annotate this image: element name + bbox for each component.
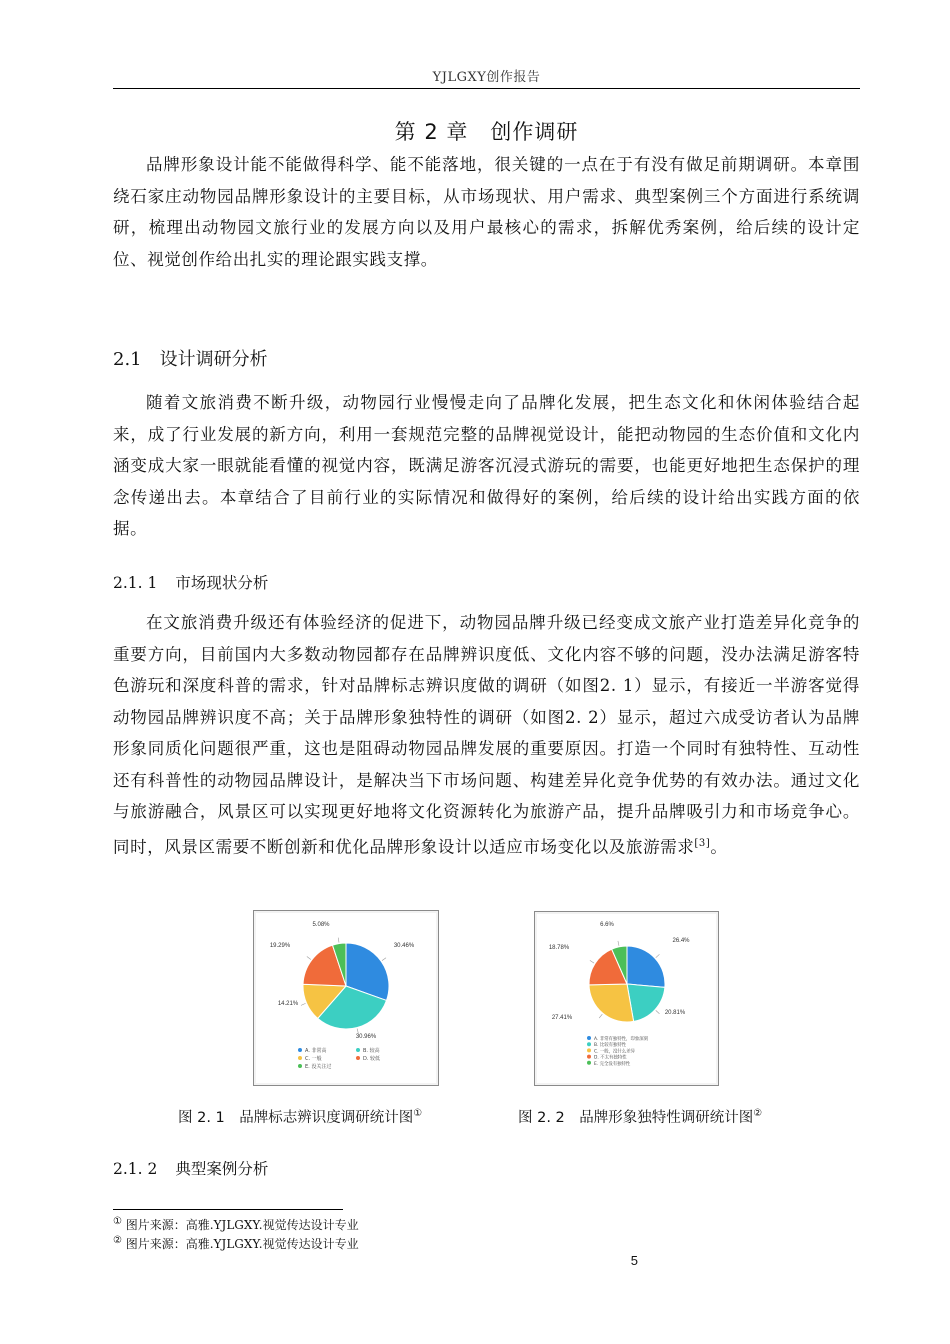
pie-slice <box>627 946 665 987</box>
footnote-rule <box>113 1209 343 1210</box>
pie-chart-brand-recognition <box>254 911 438 1085</box>
section-number: 2.1. 1 <box>113 574 158 592</box>
section-title: 市场现状分析 <box>175 574 269 592</box>
footnote-2 <box>113 1235 359 1252</box>
legend-label: B. 较高 <box>363 1048 380 1054</box>
footnote-ref: ① <box>413 1108 423 1120</box>
pie-value-label: 27.41% <box>551 1015 573 1021</box>
legend-label: D. 较低 <box>363 1056 381 1062</box>
pie-value-label: 18.78% <box>548 945 570 951</box>
footnote-text: 图片来源：高雅.YJLGXY.视觉传达设计专业 <box>121 1237 359 1251</box>
legend-swatch <box>587 1036 591 1040</box>
pie-value-label: 6.6% <box>600 922 614 928</box>
legend-label: C. 一般，没什么差异 <box>594 1049 635 1055</box>
leader-line <box>590 960 594 963</box>
leader-line <box>599 1014 602 1018</box>
paragraph-end: 。 <box>710 837 728 856</box>
footnote-mark: ① <box>113 1216 122 1227</box>
section-title: 设计调研分析 <box>159 349 268 370</box>
figure-2-2 <box>534 911 719 1086</box>
footnote-ref: ② <box>753 1108 763 1120</box>
section-number: 2.1. 2 <box>113 1160 158 1178</box>
section-number: 2.1 <box>113 349 142 370</box>
pie-value-label: 30.46% <box>393 943 415 949</box>
figure-2-1-caption <box>178 1106 422 1127</box>
leader-line <box>307 957 311 960</box>
legend-label: D. 不太有独特性 <box>594 1055 627 1061</box>
legend-swatch <box>356 1056 360 1060</box>
footnote-text: 图片来源：高雅.YJLGXY.视觉传达设计专业 <box>121 1218 359 1232</box>
legend-swatch <box>587 1055 591 1059</box>
leader-line <box>357 1029 358 1034</box>
legend-label: B. 比较有独特性 <box>594 1043 627 1049</box>
figure-2-1 <box>253 910 439 1086</box>
legend-swatch <box>298 1056 302 1060</box>
legend-label: E. 完全没有独特性 <box>594 1061 631 1067</box>
legend-swatch <box>587 1042 591 1046</box>
legend-label: C. 一般 <box>305 1056 322 1062</box>
pie-value-label: 26.4% <box>672 938 690 944</box>
caption-text: 图 2. 1 品牌标志辨识度调研统计图 <box>178 1110 414 1126</box>
legend-label: A. 非常高 <box>305 1048 327 1054</box>
section-2-1-2-heading <box>113 1157 268 1179</box>
pie-chart-brand-uniqueness <box>535 912 718 1085</box>
header-rule <box>113 88 860 89</box>
page-number: 5 <box>630 1253 638 1268</box>
footnote-mark: ② <box>113 1235 122 1246</box>
section-2-1-1-paragraph <box>113 607 860 863</box>
caption-text: 图 2. 2 品牌形象独特性调研统计图 <box>518 1110 754 1126</box>
section-2-1-heading <box>113 345 268 371</box>
leader-line <box>618 941 619 946</box>
legend-label: A. 非常有独特性，印象深刻 <box>594 1037 649 1042</box>
pie-value-label: 20.81% <box>664 1010 686 1016</box>
pie-value-label: 30.96% <box>355 1034 377 1040</box>
chapter-title: 第 2 章 创作调研 <box>394 120 579 144</box>
leader-line <box>656 954 660 957</box>
section-2-1-paragraph: 随着文旅消费不断升级，动物园行业慢慢走向了品牌化发展，把生态文化和休闲体验结合起来，成了行业发展的新方向，利用一套规范完整的品牌视觉设计，能把动物园的生态价值和文化内涵变成大家一眼就能看懂的视觉内容，既满足游客沉浸式游玩的需要，也能更好地把生态保护的理念传递出去。本章结合了目前行业的实际情况和做得好的案例，给后续的设计给出实践方面的依据。 <box>113 393 860 538</box>
paragraph-text: 在文旅消费升级还有体验经济的促进下，动物园品牌升级已经变成文旅产业打造差异化竞争的重要方向，目前国内大多数动物园都存在品牌辨识度低、文化内容不够的问题，没办法满足游客特色游玩和深度科普的需求，针对品牌标志辨识度做的调研（如图2. 1）显示，有接近一半游客觉得动物园品牌辨识度不高；关于品牌形象独特性的调研（如图2. 2）显示，超过六成受访者认为品牌形象同质化问题很严重，这也是阻碍动物园品牌发展的重要原因。打造一个同时有独特性、互动性还有科普性的动物园品牌设计，是解决当下市场问题、构建差异化竞争优势的有效办法。通过文化与旅游融合，风景区可以实现更好地将文化资源转化为旅游产品，提升品牌吸引力和市场竞争心。同时，风景区需要不断创新和优化品牌形象设计以适应市场变化以及旅游需求 <box>113 613 860 856</box>
pie-value-label: 14.21% <box>277 1001 299 1007</box>
leader-line <box>656 1010 660 1013</box>
leader-line <box>338 938 339 943</box>
legend-swatch <box>298 1064 302 1068</box>
legend-label: E. 没关注过 <box>305 1064 332 1070</box>
pie-value-label: 5.08% <box>312 922 330 928</box>
figure-2-2-caption <box>518 1106 762 1127</box>
running-header: YJLGXY创作报告 <box>432 70 541 85</box>
legend-swatch <box>587 1048 591 1052</box>
leader-line <box>382 958 386 961</box>
citation-mark: [3] <box>694 837 711 849</box>
pie-value-label: 19.29% <box>269 943 291 949</box>
legend-swatch <box>587 1061 591 1065</box>
footnote-1 <box>113 1216 359 1233</box>
section-title: 典型案例分析 <box>175 1160 269 1178</box>
legend-swatch <box>298 1048 302 1052</box>
pie-slice <box>589 984 634 1022</box>
leader-line <box>301 1003 306 1005</box>
section-2-1-1-heading <box>113 571 268 593</box>
legend-swatch <box>356 1048 360 1052</box>
intro-paragraph: 品牌形象设计能不能做得科学、能不能落地，很关键的一点在于有没有做足前期调研。本章围绕石家庄动物园品牌形象设计的主要目标，从市场现状、用户需求、典型案例三个方面进行系统调研，梳理出动物园文旅行业的发展方向以及用户最核心的需求，拆解优秀案例，给后续的设计定位、视觉创作给出扎实的理论跟实践支撑。 <box>113 155 860 269</box>
